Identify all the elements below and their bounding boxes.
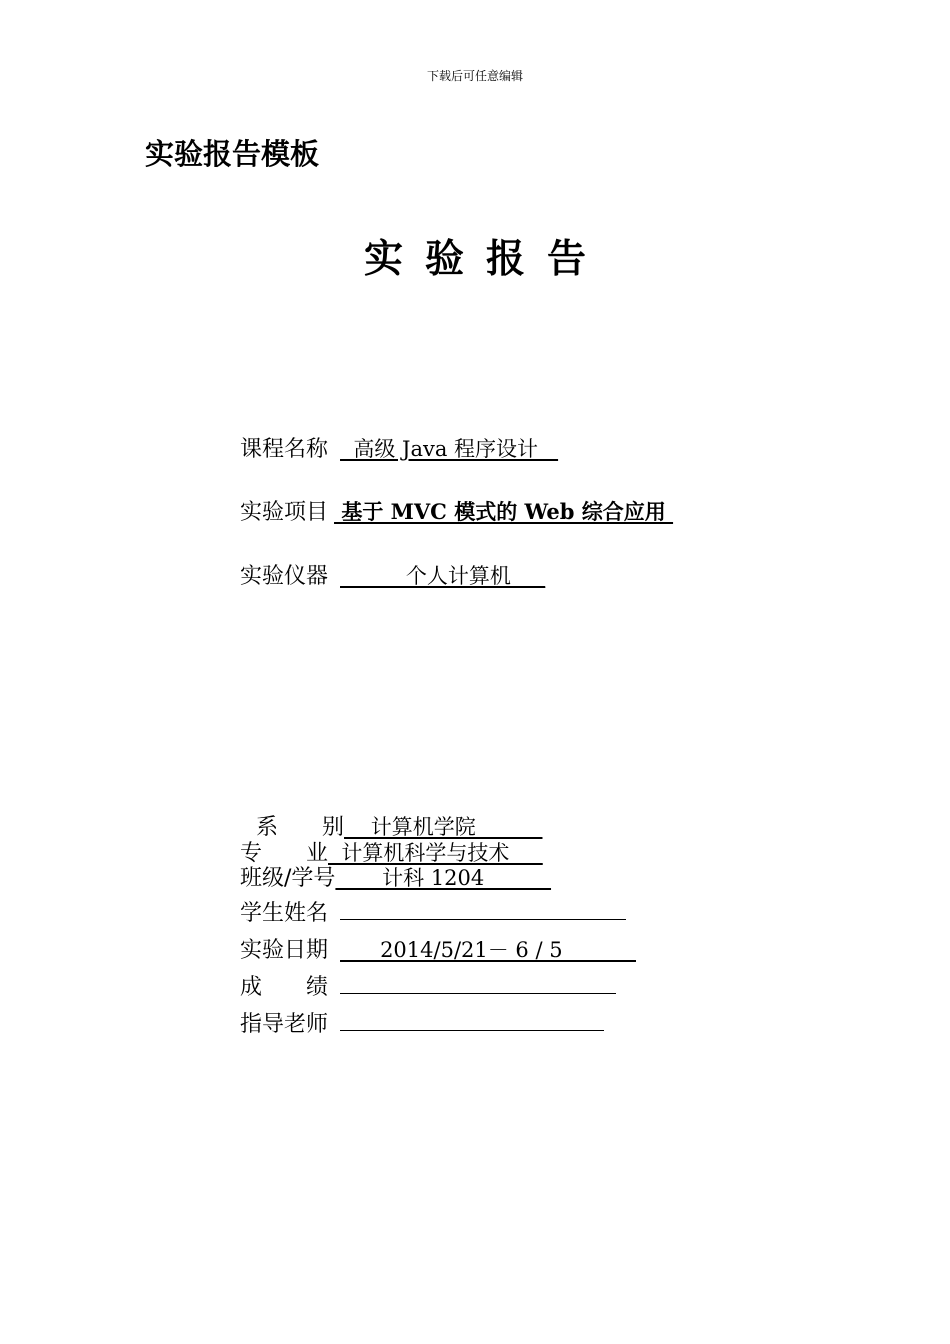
grade-blank — [340, 971, 616, 994]
advisor-label: 指导老师 — [240, 1012, 329, 1037]
grade-row — [240, 970, 616, 1001]
grade-label: 成 绩 — [240, 975, 329, 1000]
major-label: 专 业 — [240, 841, 329, 866]
date-label: 实验日期 — [240, 938, 329, 963]
date-value: 2014/5/21－ 6 / 5 — [340, 938, 636, 962]
student-name-blank — [340, 897, 626, 920]
class-id-label: 班级/学号 — [240, 866, 336, 891]
document-title: 实验报告模板 — [145, 137, 320, 171]
report-title: 实验报告 — [363, 237, 608, 282]
department-label: 系 别 — [256, 815, 345, 840]
major-value: 计算机科学与技术 — [328, 841, 543, 865]
department-value: 计算机学院 — [344, 815, 543, 839]
student-name-label: 学生姓名 — [240, 901, 329, 926]
project-row — [240, 495, 673, 526]
student-name-row — [240, 896, 626, 927]
page-header: 下载后可任意编辑 — [426, 69, 523, 83]
advisor-blank — [340, 1008, 604, 1031]
advisor-row — [240, 1007, 604, 1038]
date-row — [240, 933, 636, 964]
class-id-value: 计科 1204 — [335, 866, 552, 890]
course-row — [240, 432, 558, 463]
instrument-label: 实验仪器 — [240, 564, 329, 589]
instrument-row — [240, 559, 545, 590]
instrument-value: _____ 个人计算机 __ — [340, 564, 546, 588]
course-label: 课程名称 — [240, 437, 329, 462]
project-label: 实验项目 — [240, 500, 329, 525]
class-id-row — [240, 861, 551, 892]
project-value: 基于 MVC 模式的 Web 综合应用 — [334, 499, 674, 524]
course-value: 高级 Java 程序设计 — [340, 437, 559, 461]
